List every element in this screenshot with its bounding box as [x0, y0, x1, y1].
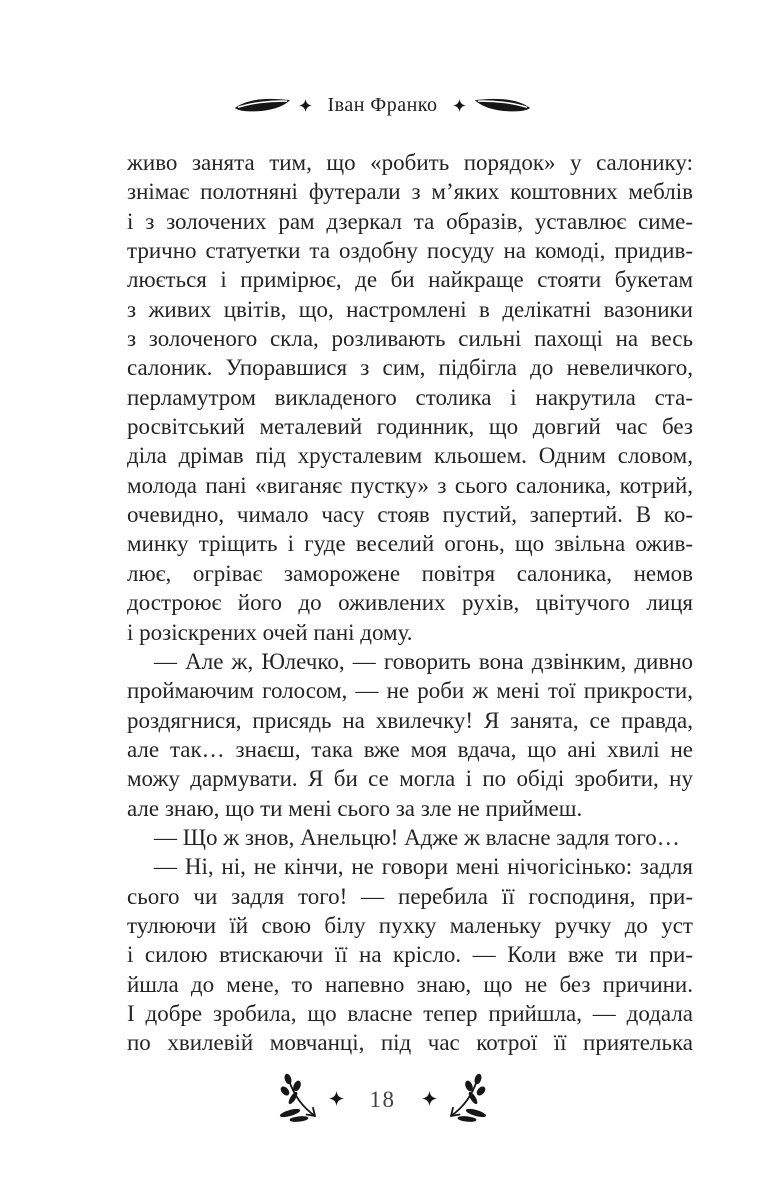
body-line: по хвилевій мовчанці, під час котрої її приятелька: [127, 1030, 693, 1056]
page-number: 18: [369, 1087, 396, 1112]
body-line: І добре зробила, що власне тепер прийшла, — додала: [127, 1000, 693, 1026]
body-line: знімає полотняні футерали з м’яких коштовних меблів: [127, 179, 693, 205]
leaf-ornament-icon: [234, 96, 292, 114]
body-line: живо занята тим, що «робить порядок» у салонику:: [127, 150, 693, 175]
body-line: — Ні, ні, не кінчи, не говори мені нічогісінько: задля: [154, 854, 693, 880]
author-name: Іван Франко: [327, 93, 438, 116]
page-footer: [0, 1066, 765, 1130]
body-line: очевидно, чимало часу стояв пустий, запертий. В ко-: [127, 502, 693, 528]
body-line: можу дармувати. Я би се могла і по обіді зробити, ну: [127, 766, 693, 792]
sparkle-icon: [453, 99, 466, 112]
body-line: з золоченого скла, розливають сильні пахощі на весь: [127, 326, 693, 352]
body-line: достроює його до оживлених рухів, цвітучого лиця: [127, 590, 693, 616]
body-line: — Що ж знов, Анельцю! Адже ж власне задля того…: [154, 824, 680, 850]
running-head: [0, 86, 765, 124]
body-line: минку тріщить і гуде веселий огонь, що звільна ожив-: [127, 531, 693, 557]
floral-sprig-icon: [276, 1073, 320, 1123]
body-line: люється і примірює, де би найкраще стояти букетам: [127, 267, 693, 293]
sparkle-icon: [329, 1091, 344, 1106]
sparkle-icon: [422, 1091, 437, 1106]
body-line: діла дрімав під хрусталевим кльошем. Одним словом,: [127, 443, 693, 469]
body-line: салоник. Упоравшися з сим, підбігла до невеличкого,: [127, 355, 693, 381]
body-line: молода пані «виганяє пустку» з сього салоника, котрий,: [127, 472, 693, 498]
body-line: але знаю, що ти мені сього за зле не приймеш.: [127, 795, 583, 821]
body-line: але так… знаєш, така вже моя вдача, що ані хвилі не: [127, 736, 693, 762]
body-line: з живих цвітів, що, настромлені в делікатні вазоники: [127, 296, 693, 322]
sparkle-icon: [299, 99, 312, 112]
body-line: проймаючим голосом, — не роби ж мені тої прикрости,: [127, 678, 693, 704]
body-line: роздягнися, присядь на хвилечку! Я занята, се правда,: [127, 707, 693, 733]
body-line: трично статуетки та оздобну посуду на комоді, придив-: [127, 238, 693, 264]
body-line: тулюючи їй свою білу пухку маленьку ручку до уст: [127, 912, 693, 938]
body-line: йшла до мене, то напевно знаю, що не без причини.: [127, 971, 693, 997]
body-line: і розіскрених очей пані дому.: [127, 619, 413, 645]
body-line: і з золочених рам дзеркал та образів, уставлює симе-: [127, 208, 693, 234]
leaf-ornament-icon: [473, 96, 531, 114]
floral-sprig-icon: [446, 1073, 490, 1123]
body-line: росвітський металевий годинник, що довгий час без: [127, 414, 693, 440]
body-line: — Але ж, Юлечко, — говорить вона дзвінким, дивно: [154, 648, 693, 674]
body-line: і силою втискаючи її на крісло. — Коли вже ти при-: [127, 942, 693, 968]
body-line: перламутром викладеного столика і накрутила ста-: [127, 384, 693, 410]
body-line: сього чи задля того! — перебила її господиня, при-: [127, 883, 693, 909]
page-text: [127, 148, 693, 1058]
body-line: лює, огріває заморожене повітря салоника, немов: [127, 560, 693, 586]
